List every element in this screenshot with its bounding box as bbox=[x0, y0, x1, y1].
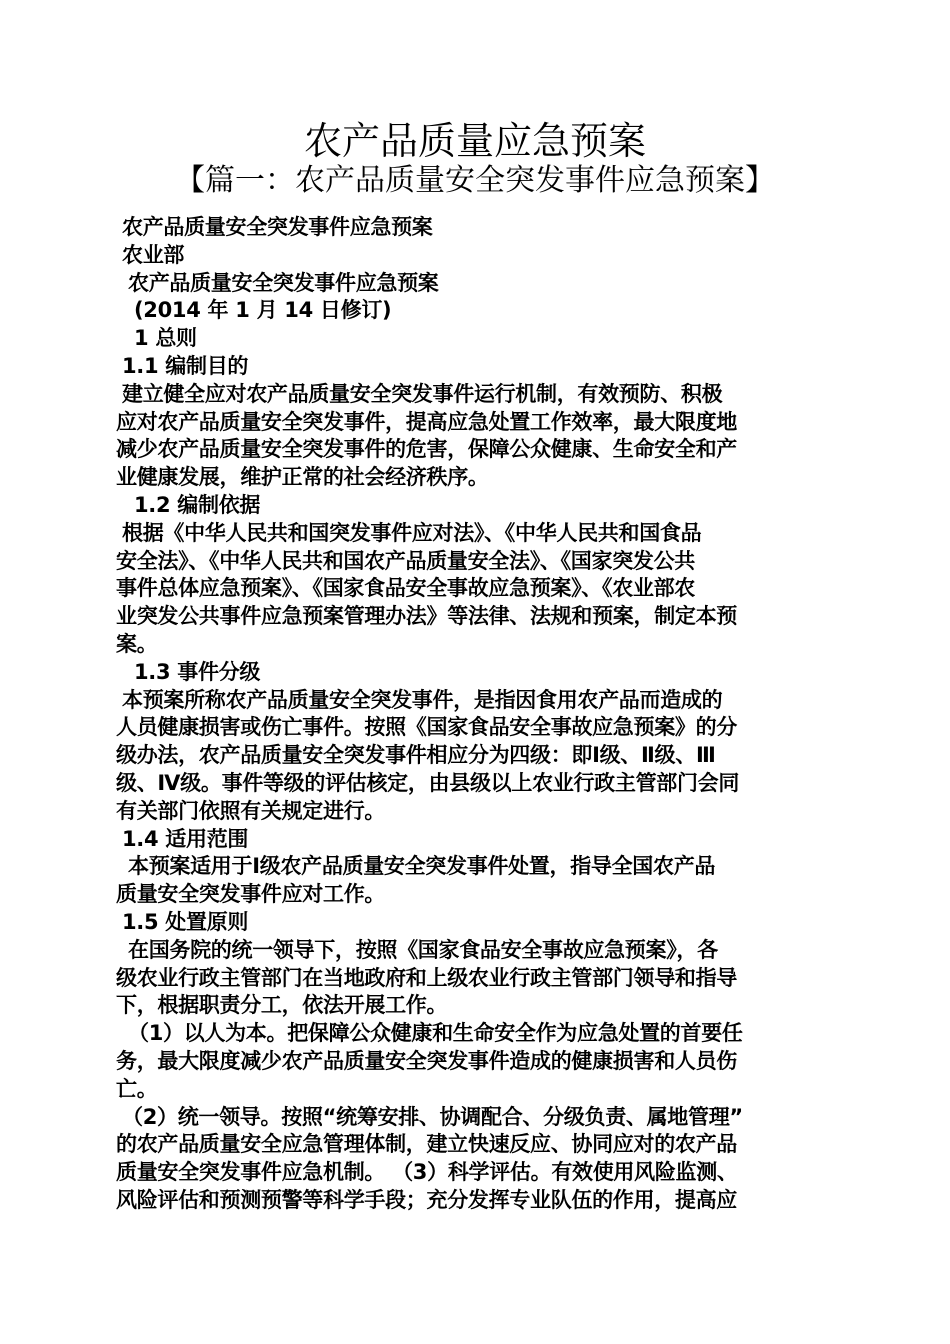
body-text-line: 农产品质量安全突发事件应急预案 bbox=[122, 215, 433, 239]
body-text-line: 1.3 事件分级 bbox=[134, 659, 261, 684]
body-text-line: 1.4 适用范围 bbox=[122, 826, 249, 851]
body-text-line: 1.5 处置原则 bbox=[122, 909, 249, 934]
body-text-line: 1.1 编制目的 bbox=[122, 353, 249, 378]
page-title: 农产品质量应急预案 bbox=[303, 119, 646, 163]
body-text-line: 农产品质量安全突发事件应急预案 bbox=[128, 270, 439, 295]
body-text-line: (2014 年 1 月 14 日修订) bbox=[134, 298, 392, 323]
body-text-line: 质量安全突发事件应对工作。 bbox=[116, 882, 386, 907]
body-text-line: 下，根据职责分工，依法开展工作。 bbox=[116, 993, 448, 1018]
page-subtitle: 【篇一：农产品质量安全突发事件应急预案】 bbox=[175, 163, 775, 198]
body-text-line: 风险评估和预测预警等科学手段；充分发挥专业队伍的作用，提高应 bbox=[116, 1187, 737, 1212]
body-text-line: 减少农产品质量安全突发事件的危害，保障公众健康、生命安全和产 bbox=[116, 437, 737, 462]
body-text-line: 根据《中华人民共和国突发事件应对法》、《中华人民共和国食品 bbox=[122, 520, 702, 545]
body-text-line: 务，最大限度减少农产品质量安全突发事件造成的健康损害和人员伤 bbox=[116, 1048, 737, 1073]
body-text-line: 1.2 编制依据 bbox=[134, 492, 261, 517]
body-text-line: 建立健全应对农产品质量安全突发事件运行机制，有效预防、积极 bbox=[122, 381, 723, 406]
body-text-line: 农业部 bbox=[122, 242, 185, 267]
body-text-line: 级农业行政主管部门在当地政府和上级农业行政主管部门领导和指导 bbox=[116, 965, 737, 990]
body-text-line: 案。 bbox=[116, 631, 158, 656]
body-text-line: 1 总则 bbox=[134, 326, 197, 351]
body-text-line: 业健康发展，维护正常的社会经济秩序。 bbox=[116, 465, 489, 490]
body-text-line: 级、Ⅳ级。事件等级的评估核定，由县级以上农业行政主管部门会同 bbox=[116, 770, 740, 795]
body-text-line: 安全法》、《中华人民共和国农产品质量安全法》、《国家突发公共 bbox=[116, 548, 695, 573]
body-text-line: 人员健康损害或伤亡事件。按照《国家食品安全事故应急预案》的分 bbox=[116, 715, 737, 740]
body-text-line: 的农产品质量安全应急管理体制，建立快速反应、协同应对的农产品 bbox=[116, 1132, 737, 1157]
body-text-line: （2）统一领导。按照“统筹安排、协调配合、分级负责、属地管理” bbox=[122, 1104, 743, 1129]
body-text-line: 质量安全突发事件应急机制。 （3）科学评估。有效使用风险监测、 bbox=[116, 1160, 738, 1185]
body-text-line: 本预案所称农产品质量安全突发事件，是指因食用农产品而造成的 bbox=[122, 687, 723, 712]
body-text-line: 亡。 bbox=[116, 1076, 158, 1101]
body-text-line: 本预案适用于Ⅰ级农产品质量安全突发事件处置，指导全国农产品 bbox=[128, 854, 716, 879]
body-text-line: 事件总体应急预案》、《国家食品安全事故应急预案》、《农业部农 bbox=[116, 576, 695, 601]
body-text-line: 应对农产品质量安全突发事件，提高应急处置工作效率，最大限度地 bbox=[116, 409, 737, 434]
body-text-line: 在国务院的统一领导下，按照《国家食品安全事故应急预案》，各 bbox=[128, 937, 718, 962]
body-text-line: 级办法，农产品质量安全突发事件相应分为四级：即Ⅰ级、Ⅱ级、Ⅲ bbox=[116, 743, 716, 768]
document-body bbox=[116, 214, 838, 1215]
body-text-line: （1）以人为本。把保障公众健康和生命安全作为应急处置的首要任 bbox=[128, 1021, 743, 1046]
body-text-line: 有关部门依照有关规定进行。 bbox=[116, 798, 386, 823]
body-text-line: 业突发公共事件应急预案管理办法》等法律、法规和预案，制定本预 bbox=[116, 604, 737, 629]
